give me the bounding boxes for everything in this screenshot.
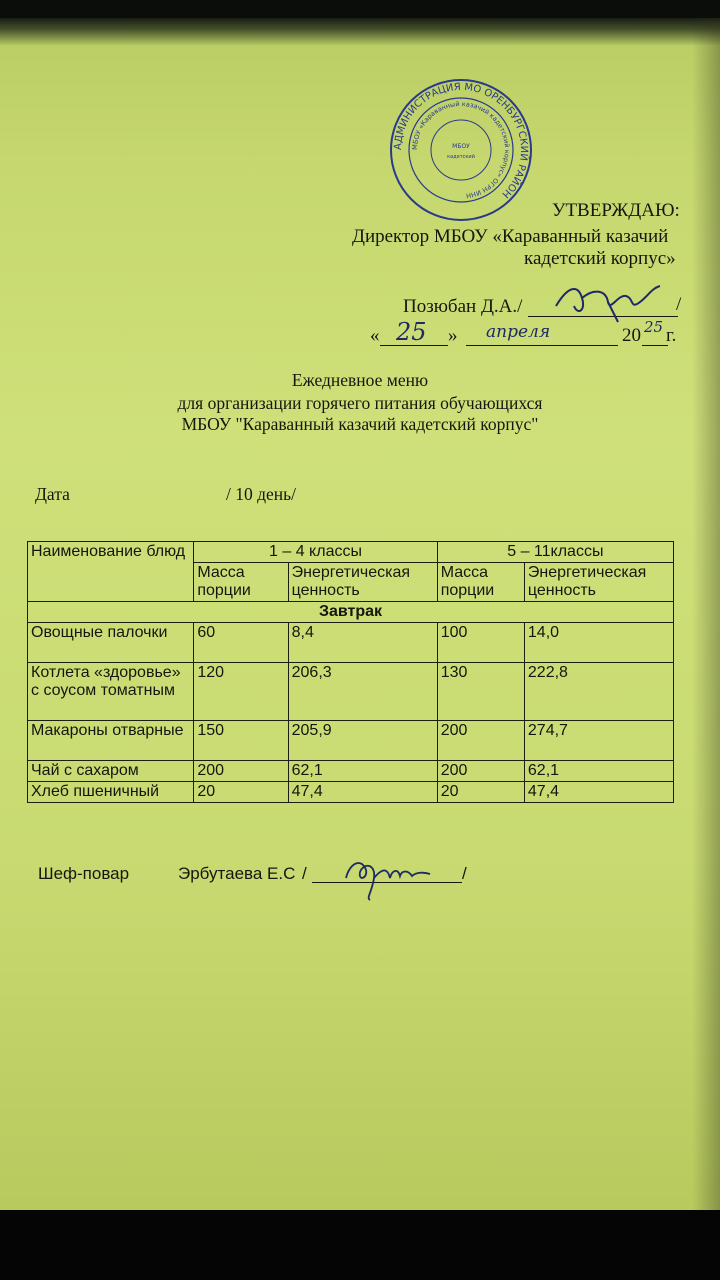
mass-1-4: 20 — [194, 782, 288, 803]
energy-1-4: 47,4 — [288, 782, 437, 803]
date-open-quote: « — [370, 325, 380, 346]
header-dish-name: Наименование блюд — [28, 542, 194, 602]
date-day: 25 — [396, 318, 427, 346]
year-line — [642, 345, 668, 346]
dish-name: Макароны отварные — [28, 721, 194, 761]
chef-signature — [336, 848, 436, 904]
energy-1-4: 205,9 — [288, 721, 437, 761]
chef-sign-open: / — [302, 864, 307, 883]
mass-1-4: 200 — [194, 761, 288, 782]
approval-title: УТВЕРЖДАЮ: — [552, 200, 680, 221]
official-seal — [387, 76, 535, 224]
mass-1-4: 120 — [194, 663, 288, 721]
heading-line-1: Ежедневное меню — [291, 370, 429, 390]
section-breakfast: Завтрак — [28, 602, 674, 623]
svg-text:кадетский: кадетский — [447, 154, 475, 160]
approval-director-line: Директор МБОУ «Караванный казачий — [352, 226, 669, 247]
right-edge-shadow — [692, 18, 720, 1228]
mass-1-4: 150 — [194, 721, 288, 761]
energy-5-11: 14,0 — [524, 623, 673, 663]
approval-sign-end: / — [676, 294, 682, 315]
date-month: апреля — [486, 322, 551, 342]
energy-5-11: 222,8 — [524, 663, 673, 721]
table-row — [28, 782, 674, 803]
mass-1-4: 60 — [194, 623, 288, 663]
energy-5-11: 62,1 — [524, 761, 673, 782]
svg-text:АДМИНИСТРАЦИЯ МО ОРЕНБУРГСКИЙ: АДМИНИСТРАЦИЯ МО ОРЕНБУРГСКИЙ РАЙОН — [392, 81, 530, 200]
table-row — [28, 721, 674, 761]
mass-5-11: 200 — [437, 761, 524, 782]
year-prefix: 20 — [622, 325, 641, 346]
header-mass: Масса порции — [194, 563, 288, 602]
heading-line-3: МБОУ "Караванный казачий кадетский корпус" — [181, 414, 539, 434]
chef-sign-close: / — [462, 864, 467, 883]
svg-text:МБОУ: МБОУ — [452, 143, 470, 150]
header-group-5-11: 5 – 11классы — [437, 542, 673, 563]
approval-signer: Позюбан Д.А./ — [403, 296, 523, 317]
heading-line-2: для организации горячего питания обучающихся — [177, 393, 543, 413]
year-suffix: 25 — [644, 318, 664, 336]
svg-text:МБОУ «Караванный казачий кадет: МБОУ «Караванный казачий кадетский корпус» ОГРН ИНН — [410, 99, 512, 200]
chef-name: Эрбутаева Е.С — [178, 864, 296, 883]
month-line — [466, 345, 618, 346]
dish-name: Котлета «здоровье» с соусом томатным — [28, 663, 194, 721]
top-shadow — [0, 18, 720, 46]
header-energy: Энергетическая ценность — [288, 563, 437, 602]
energy-5-11: 274,7 — [524, 721, 673, 761]
table-row — [28, 623, 674, 663]
mass-5-11: 130 — [437, 663, 524, 721]
menu-table — [27, 541, 674, 803]
header-energy: Энергетическая ценность — [524, 563, 673, 602]
dish-name: Хлеб пшеничный — [28, 782, 194, 803]
mass-5-11: 200 — [437, 721, 524, 761]
table-row — [28, 663, 674, 721]
table-row — [28, 761, 674, 782]
bottom-dark-area — [0, 1210, 720, 1280]
header-mass: Масса порции — [437, 563, 524, 602]
mass-5-11: 20 — [437, 782, 524, 803]
mass-5-11: 100 — [437, 623, 524, 663]
date-label: Дата — [35, 484, 70, 504]
year-suffix-g: г. — [666, 325, 677, 346]
energy-1-4: 206,3 — [288, 663, 437, 721]
dish-name: Овощные палочки — [28, 623, 194, 663]
day-number: / 10 день/ — [226, 484, 296, 504]
energy-1-4: 8,4 — [288, 623, 437, 663]
section-row — [28, 602, 674, 623]
approval-org-line: кадетский корпус» — [524, 248, 676, 269]
date-close-quote: » — [448, 325, 458, 346]
chef-role: Шеф-повар — [38, 864, 130, 883]
table-header-row — [28, 542, 674, 563]
energy-5-11: 47,4 — [524, 782, 673, 803]
header-group-1-4: 1 – 4 классы — [194, 542, 437, 563]
dish-name: Чай с сахаром — [28, 761, 194, 782]
energy-1-4: 62,1 — [288, 761, 437, 782]
